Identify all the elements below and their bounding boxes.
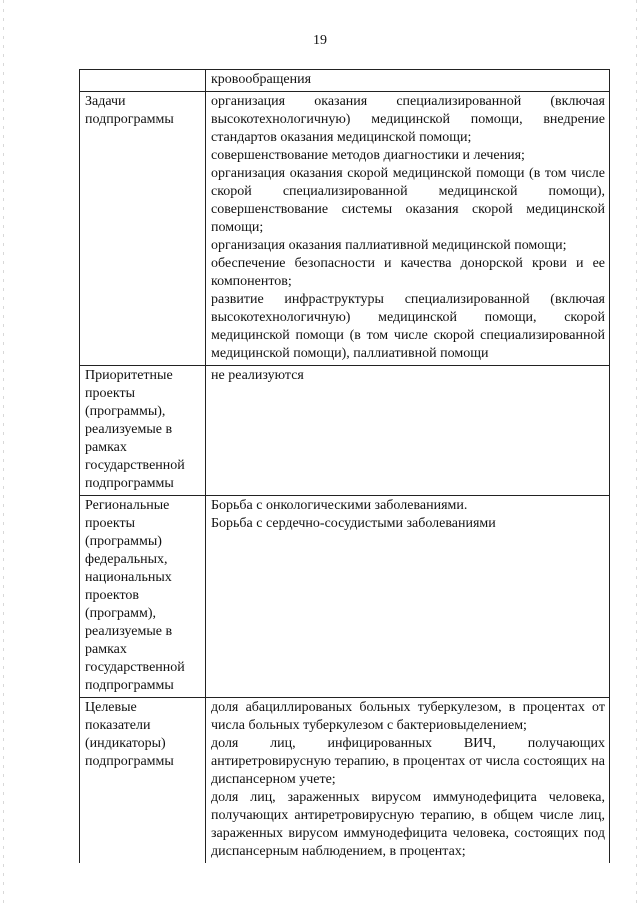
row-label-line: реализуемые в xyxy=(85,422,173,437)
row-value-paragraph: доля лиц, инфицированных ВИЧ, получающих антиретровирусную терапию, в процентах от числа состоящих на диспансерном учете; xyxy=(211,736,605,787)
row-label-line: (программ), xyxy=(85,606,156,621)
subprogram-passport-table xyxy=(79,69,610,863)
row-label-line: государственной xyxy=(85,660,185,675)
scan-edge-right xyxy=(636,0,637,905)
row-value-paragraph: Борьба с онкологическими заболеваниями. xyxy=(211,498,468,513)
table-row xyxy=(80,70,610,92)
scan-edge-left xyxy=(3,0,4,905)
row-value-cell xyxy=(206,92,610,366)
row-label-line: реализуемые в xyxy=(85,624,173,639)
table-row xyxy=(80,698,610,864)
row-label-line: рамках xyxy=(85,440,127,455)
row-label-line: рамках xyxy=(85,642,127,657)
row-label-line: (программы) xyxy=(85,534,162,549)
row-value-paragraph: доля лиц, зараженных вирусом иммунодефицита человека, получающих антиретровирусную терапию, в общем числе лиц, зараженных вирусом иммунодефицита человека, состоящих под диспансерным наблюдением, в процентах; xyxy=(211,790,605,859)
row-label-line: подпрограммы xyxy=(85,754,174,769)
row-label-line: проектов xyxy=(85,588,140,603)
row-value-cell xyxy=(206,366,610,496)
row-value-paragraph: организация оказания паллиативной медицинской помощи; xyxy=(211,238,567,253)
table-row xyxy=(80,366,610,496)
row-label-line: национальных xyxy=(85,570,172,585)
row-label-line: подпрограммы xyxy=(85,112,174,127)
row-label-line: проекты xyxy=(85,516,136,531)
row-label-line: Задачи xyxy=(85,94,126,109)
row-value-paragraph: совершенствование методов диагностики и лечения; xyxy=(211,148,525,163)
row-value-paragraph: развитие инфраструктуры специализированной (включая высокотехнологичную) медицинской помощи, скорой медицинской помощи (в том числе скорой специализированной медицинской помощи), паллиативной помощи xyxy=(211,292,605,361)
row-value-paragraph: обеспечение безопасности и качества донорской крови и ее компонентов; xyxy=(211,256,605,289)
row-value-cell xyxy=(206,70,610,92)
row-value-paragraph: кровообращения xyxy=(211,72,312,87)
table-row xyxy=(80,496,610,698)
row-label-line: Региональные xyxy=(85,498,170,513)
row-label-line: подпрограммы xyxy=(85,678,174,693)
row-label-line: показатели xyxy=(85,718,151,733)
row-label-line: подпрограммы xyxy=(85,476,174,491)
row-label-cell xyxy=(80,366,206,496)
row-label-cell xyxy=(80,698,206,864)
table-body xyxy=(80,70,610,864)
row-label-line: Приоритетные xyxy=(85,368,173,383)
row-value-paragraph: доля абациллированых больных туберкулезом, в процентах от числа больных туберкулезом с бактериовыделением; xyxy=(211,700,605,733)
table-row xyxy=(80,92,610,366)
row-value-paragraph: организация оказания скорой медицинской помощи (в том числе скорой специализированной медицинской помощи), совершенствование системы оказания скорой медицинской помощи; xyxy=(211,166,605,235)
row-label-line: государственной xyxy=(85,458,185,473)
row-label-line: федеральных, xyxy=(85,552,168,567)
row-value-paragraph: Борьба с сердечно-сосудистыми заболеваниями xyxy=(211,516,496,531)
row-value-paragraph: не реализуются xyxy=(211,368,304,383)
row-label-line: (программы), xyxy=(85,404,166,419)
row-label-line: (индикаторы) xyxy=(85,736,166,751)
row-label-line: Целевые xyxy=(85,700,137,715)
row-label-line: проекты xyxy=(85,386,136,401)
row-value-cell xyxy=(206,496,610,698)
row-value-paragraph: организация оказания специализированной (включая высокотехнологичную) медицинской помощи, внедрение стандартов оказания медицинской помощи; xyxy=(211,94,605,145)
page-number: 19 xyxy=(313,33,327,48)
row-label-cell xyxy=(80,70,206,92)
row-value-cell xyxy=(206,698,610,864)
row-label-cell xyxy=(80,496,206,698)
row-label-cell xyxy=(80,92,206,366)
